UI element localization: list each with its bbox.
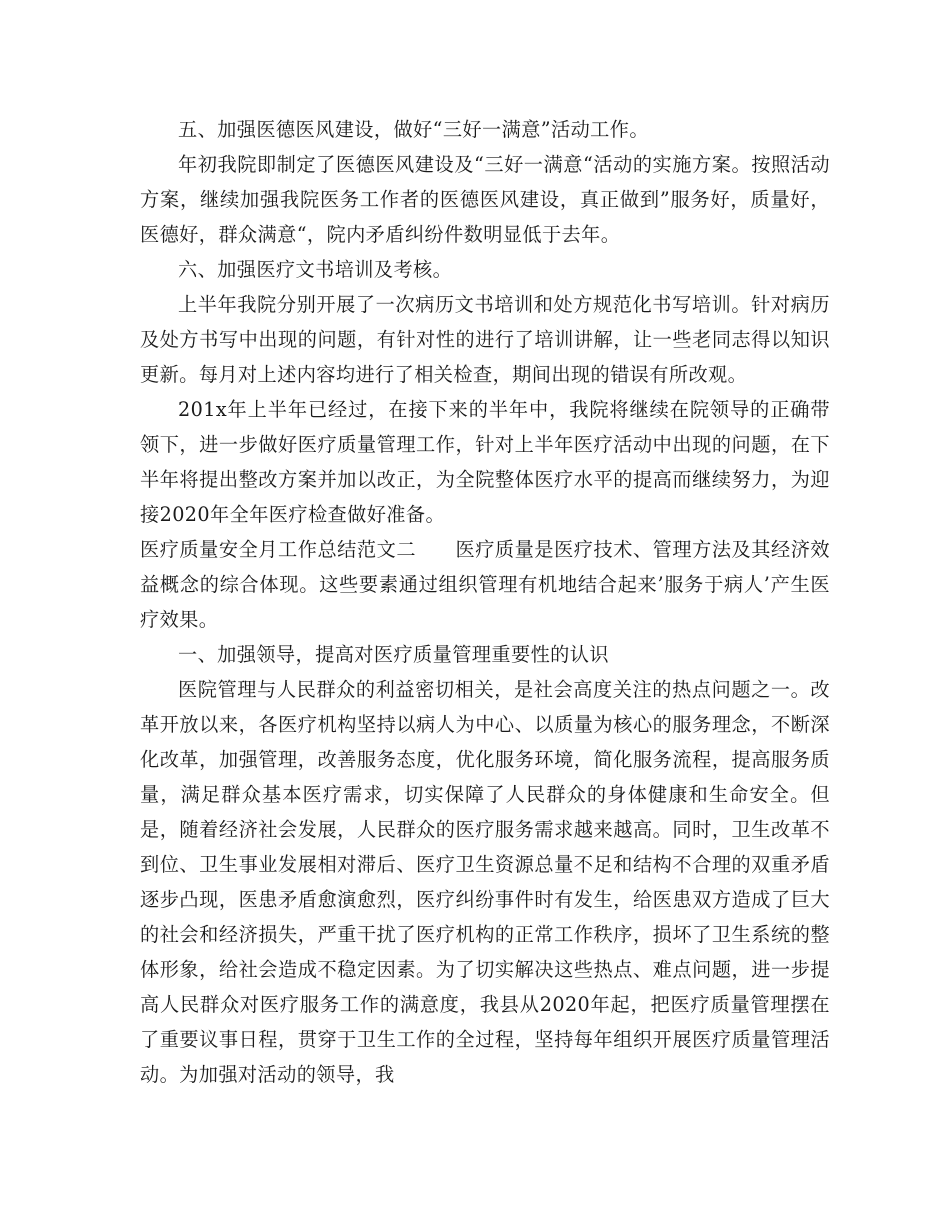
section-six-paragraph: 上半年我院分别开展了一次病历文书培训和处方规范化书写培训。针对病历及处方书写中出现的问题，有针对性的进行了培训讲解，让一些老同志得以知识更新。每月对上述内容均进行了相关检查，期间出现的错误有所改观。: [140, 293, 830, 386]
section-five-paragraph: 年初我院即制定了医德医风建设及“三好一满意“活动的实施方案。按照活动方案，继续加强我院医务工作者的医德医风建设，真正做到”服务好，质量好，医德好，群众满意“，院内矛盾纠纷件数明显低于去年。: [140, 153, 830, 246]
section-six-heading: 六、加强医疗文书培训及考核。: [178, 258, 453, 281]
document-body: [140, 112, 830, 1092]
sample-two-intro-paragraph: 医疗质量安全月工作总结范文二 医疗质量是医疗技术、管理方法及其经济效益概念的综合体现。这些要素通过组织管理有机地结合起来’服务于病人’产生医疗效果。: [140, 538, 830, 631]
summary-paragraph: 201x年上半年已经过，在接下来的半年中，我院将继续在院领导的正确带领下，进一步做好医疗质量管理工作，针对上半年医疗活动中出现的问题，在下半年将提出整改方案并加以改正，为全院整体医疗水平的提高而继续努力，为迎接2020年全年医疗检查做好准备。: [140, 398, 830, 526]
section-one-heading: 一、加强领导，提高对医疗质量管理重要性的认识: [178, 643, 609, 666]
section-one-paragraph: 医院管理与人民群众的利益密切相关，是社会高度关注的热点问题之一。改革开放以来，各医疗机构坚持以病人为中心、以质量为核心的服务理念，不断深化改革，加强管理，改善服务态度，优化服务环境，简化服务流程，提高服务质量，满足群众基本医疗需求，切实保障了人民群众的身体健康和生命安全。但是，随着经济社会发展，人民群众的医疗服务需求越来越高。同时，卫生改革不到位、卫生事业发展相对滞后、医疗卫生资源总量不足和结构不合理的双重矛盾逐步凸现，医患矛盾愈演愈烈，医疗纠纷事件时有发生，给医患双方造成了巨大的社会和经济损失，严重干扰了医疗机构的正常工作秩序，损坏了卫生系统的整体形象，给社会造成不稳定因素。为了切实解决这些热点、难点问题，进一步提高人民群众对医疗服务工作的满意度，我县从2020年起，把医疗质量管理摆在了重要议事日程，贯穿于卫生工作的全过程，坚持每年组织开展医疗质量管理活动。为加强对活动的领导，我: [140, 678, 830, 1086]
section-five-heading: 五、加强医德医风建设，做好“三好一满意”活动工作。: [178, 118, 649, 141]
